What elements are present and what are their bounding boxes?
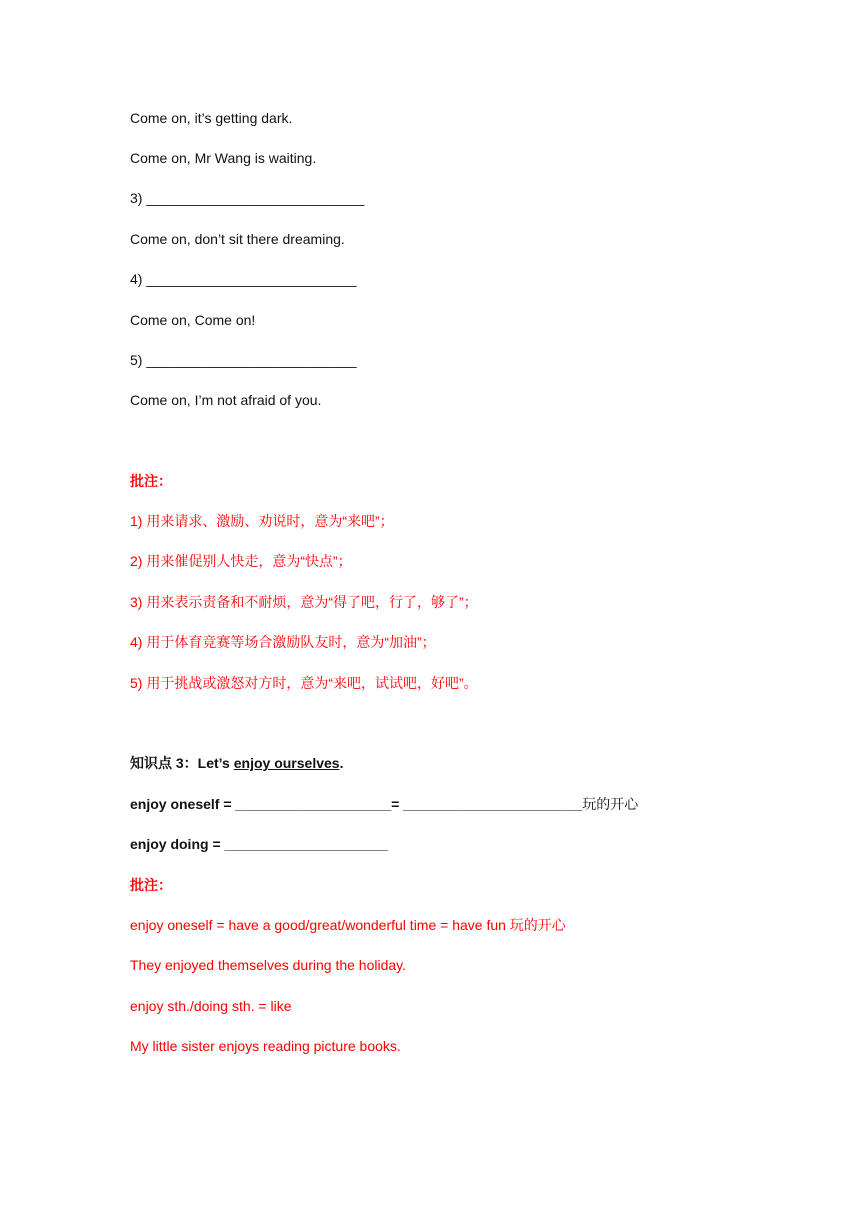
- note-item: 2) 用来催促别人快走，意为“快点”；: [130, 553, 352, 569]
- note-item: 4) 用于体育竞赛等场合激励队友时，意为“加油”；: [130, 634, 436, 650]
- note-item: 1) 用来请求、激励、劝说时，意为“来吧”；: [130, 513, 394, 529]
- exercise-line: [130, 795, 638, 813]
- knowledge-point-title: [130, 754, 343, 772]
- note-heading: 批注：: [130, 473, 172, 489]
- exercise-line: enjoy doing = _____________________: [130, 836, 389, 852]
- knowledge-point-prefix: 知识点 3：Let’s: [130, 755, 234, 771]
- note-example: My little sister enjoys reading picture books.: [130, 1038, 401, 1054]
- note-line: enjoy sth./doing sth. = like: [130, 998, 292, 1014]
- knowledge-point-suffix: .: [339, 755, 344, 771]
- knowledge-point-phrase: enjoy ourselves: [233, 755, 340, 771]
- note-line: enjoy oneself = have a good/great/wonderful time = have fun 玩的开心: [130, 917, 566, 933]
- exercise-hint: 玩的开心: [582, 796, 639, 812]
- fill-blank-4: 4) ___________________________: [130, 271, 357, 287]
- example-sentence: Come on, don’t sit there dreaming.: [130, 231, 345, 247]
- example-sentence: Come on, it’s getting dark.: [130, 110, 293, 126]
- note-item: 3) 用来表示责备和不耐烦，意为“得了吧，行了，够了”；: [130, 594, 478, 610]
- fill-blank-5: 5) ___________________________: [130, 352, 357, 368]
- example-sentence: Come on, I’m not afraid of you.: [130, 392, 322, 408]
- note-item: 5) 用于挑战或激怒对方时，意为“来吧，试试吧，好吧”。: [130, 675, 478, 691]
- exercise-blanks: enjoy oneself = ____________________= _______________________: [130, 796, 583, 812]
- example-sentence: Come on, Mr Wang is waiting.: [130, 150, 317, 166]
- fill-blank-3: 3) ____________________________: [130, 190, 365, 206]
- note-example: They enjoyed themselves during the holiday.: [130, 957, 407, 973]
- note-heading: 批注：: [130, 877, 172, 893]
- example-sentence: Come on, Come on!: [130, 312, 256, 328]
